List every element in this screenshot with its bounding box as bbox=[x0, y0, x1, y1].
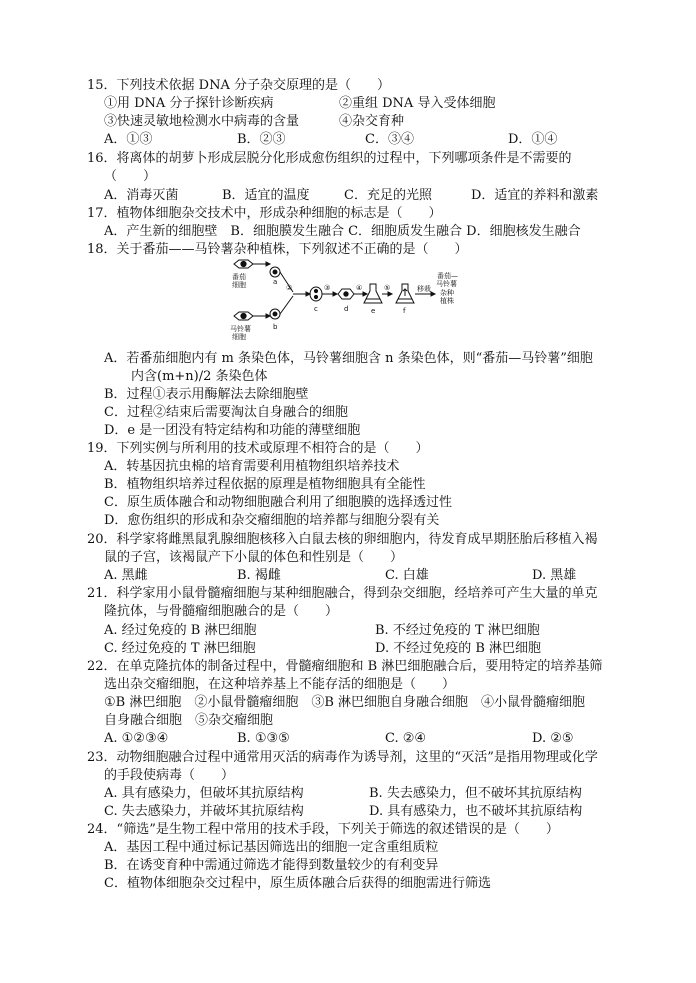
svg-text:番茄: 番茄 bbox=[232, 273, 246, 281]
q15-item-4: ④杂交育种 bbox=[339, 114, 405, 129]
q17-stem: 17．植物体细胞杂交技术中，形成杂种细胞的标志是（ ） bbox=[87, 206, 442, 221]
svg-text:马铃薯: 马铃薯 bbox=[436, 280, 457, 288]
q15-option-d: D．①④ bbox=[508, 132, 558, 147]
q15-option-b: B．②③ bbox=[237, 132, 286, 147]
q22-option-a: A. ①②③④ bbox=[104, 731, 169, 746]
q17-options: A．产生新的细胞壁 B．细胞膜发生融合 C．细胞质发生融合 D．细胞核发生融合 bbox=[104, 224, 581, 239]
q18-option-b: B．过程①表示用酶解法去除细胞壁 bbox=[104, 387, 309, 402]
q20-option-d: D. 黑雄 bbox=[532, 568, 577, 583]
q20-option-c: C. 白雄 bbox=[385, 568, 429, 583]
svg-text:d: d bbox=[344, 305, 349, 313]
q23-option-d: D. 具有感染力，也不破坏其抗原结构 bbox=[369, 804, 583, 819]
q15-option-a: A．①③ bbox=[104, 132, 153, 147]
svg-text:番茄—: 番茄— bbox=[437, 272, 458, 280]
svg-text:③: ③ bbox=[324, 284, 331, 292]
q15-item-1: ①用 DNA 分子探针诊断疾病 bbox=[104, 96, 274, 111]
q21-option-c: C. 经过免疫的 T 淋巴细胞 bbox=[104, 641, 256, 656]
q16-stem-line2: （ ） bbox=[104, 169, 157, 184]
q22-option-d: D. ②⑤ bbox=[532, 731, 574, 746]
q15-stem: 15．下列技术依据 DNA 分子杂交原理的是（ ） bbox=[87, 78, 390, 93]
q16-stem-line1: 16．将离体的胡萝卜形成层脱分化形成愈伤组织的过程中，下列哪项条件是不需要的 bbox=[87, 151, 572, 166]
svg-text:植株: 植株 bbox=[440, 297, 454, 305]
q18-option-c: C．过程②结束后需要淘汰自身融合的细胞 bbox=[104, 405, 348, 420]
q23-option-a: A. 具有感染力，但破坏其抗原结构 bbox=[104, 786, 304, 801]
q15-item-2: ②重组 DNA 导入受体细胞 bbox=[339, 96, 496, 111]
q16-option-d: D．适宜的养料和激素 bbox=[471, 188, 599, 203]
svg-text:细胞: 细胞 bbox=[232, 333, 246, 341]
q23-stem-line1: 23．动物细胞融合过程中通常用灭活的病毒作为诱导剂，这里的“灭活”是指用物理或化学 bbox=[87, 750, 598, 765]
q18-option-a-line1: A．若番茄细胞内有 m 条染色体，马铃薯细胞含 n 条染色体，则“番茄—马铃薯”细胞 bbox=[104, 351, 593, 366]
q23-option-c: C. 失去感染力，并破坏其抗原结构 bbox=[104, 804, 304, 819]
q19-option-c: C．原生质体融合和动物细胞融合利用了细胞膜的选择透过性 bbox=[104, 495, 452, 510]
q20-stem-line1: 20．科学家将雌黑鼠乳腺细胞核移入白鼠去核的卵细胞内，待发育成早期胚胎后移植入褐 bbox=[87, 532, 598, 547]
q16-option-a: A．消毒灭菌 bbox=[104, 188, 179, 203]
q22-option-b: B. ①③⑤ bbox=[237, 731, 290, 746]
svg-text:⑤: ⑤ bbox=[384, 284, 391, 292]
q20-option-a: A. 黑雌 bbox=[104, 568, 148, 583]
q22-items-line2: 自身融合细胞 ⑤杂交瘤细胞 bbox=[104, 713, 274, 728]
q18-diagram bbox=[230, 258, 470, 342]
q19-option-b: B．植物组织培养过程依据的原理是植物细胞具有全能性 bbox=[104, 477, 426, 492]
svg-text:e: e bbox=[371, 307, 376, 315]
q21-stem-line2: 隆抗体，与骨髓瘤细胞融合的是（ ） bbox=[104, 604, 339, 619]
svg-text:④: ④ bbox=[356, 284, 363, 292]
q24-option-c: C．植物体细胞杂交过程中，原生质体融合后获得的细胞需进行筛选 bbox=[104, 876, 491, 891]
svg-text:f: f bbox=[403, 307, 406, 315]
q16-option-c: C．充足的光照 bbox=[344, 188, 432, 203]
q22-stem-line2: 选出杂交瘤细胞，在这种培养基上不能存活的细胞是（ ） bbox=[104, 677, 456, 692]
q20-option-b: B. 褐雌 bbox=[237, 568, 281, 583]
q24-stem: 24．“筛选”是生物工程中常用的技术手段，下列关于筛选的叙述错误的是（ ） bbox=[87, 822, 559, 837]
q18-option-d: D．e 是一团没有特定结构和功能的薄壁细胞 bbox=[104, 423, 361, 438]
q18-option-a-line2: 内含(m+n)/2 条染色体 bbox=[131, 369, 268, 384]
svg-text:②: ② bbox=[286, 284, 293, 292]
q16-option-b: B．适宜的温度 bbox=[222, 188, 310, 203]
q21-option-b: B. 不经过免疫的 T 淋巴细胞 bbox=[375, 623, 540, 638]
svg-text:a: a bbox=[273, 278, 278, 286]
q24-option-a: A．基因工程中通过标记基因筛选出的细胞一定含重组质粒 bbox=[104, 840, 439, 855]
q19-stem: 19．下列实例与所利用的技术或原理不相符合的是（ ） bbox=[87, 441, 429, 456]
svg-text:细胞: 细胞 bbox=[232, 281, 246, 289]
q22-items-line1: ①B 淋巴细胞 ②小鼠骨髓瘤细胞 ③B 淋巴细胞自身融合细胞 ④小鼠骨髓瘤细胞 bbox=[104, 695, 586, 710]
svg-text:c: c bbox=[314, 305, 318, 313]
q18-stem: 18．关于番茄——马铃薯杂种植株，下列叙述不正确的是（ ） bbox=[87, 242, 468, 257]
q22-option-c: C. ②④ bbox=[385, 731, 427, 746]
q20-stem-line2: 鼠的子宫，该褐鼠产下小鼠的体色和性别是（ ） bbox=[104, 550, 404, 565]
q21-option-a: A. 经过免疫的 B 淋巴细胞 bbox=[104, 623, 257, 638]
q23-option-b: B. 失去感染力，但不破坏其抗原结构 bbox=[369, 786, 582, 801]
svg-text:杂种: 杂种 bbox=[440, 289, 454, 297]
q21-option-d: D. 不经过免疫的 B 淋巴细胞 bbox=[375, 641, 542, 656]
q15-option-c: C．③④ bbox=[365, 132, 414, 147]
q22-stem-line1: 22．在单克隆抗体的制备过程中，骨髓瘤细胞和 B 淋巴细胞融合后，要用特定的培养基筛 bbox=[87, 659, 603, 674]
svg-text:b: b bbox=[273, 323, 278, 331]
q15-item-3: ③快速灵敏地检测水中病毒的含量 bbox=[104, 114, 300, 129]
svg-text:移栽: 移栽 bbox=[417, 285, 431, 293]
q24-option-b: B．在诱变育种中需通过筛选才能得到数量较少的有利变异 bbox=[104, 858, 439, 873]
q19-option-a: A．转基因抗虫棉的培育需要利用植物组织培养技术 bbox=[104, 459, 400, 474]
svg-text:① bbox=[254, 258, 260, 259]
q23-stem-line2: 的手段使病毒（ ） bbox=[104, 768, 235, 783]
svg-text:马铃薯: 马铃薯 bbox=[230, 325, 251, 333]
q19-option-d: D．愈伤组织的形成和杂交瘤细胞的培养都与细胞分裂有关 bbox=[104, 513, 440, 528]
q21-stem-line1: 21．科学家用小鼠骨髓瘤细胞与某种细胞融合，得到杂交细胞，经培养可产生大量的单克 bbox=[87, 586, 598, 601]
